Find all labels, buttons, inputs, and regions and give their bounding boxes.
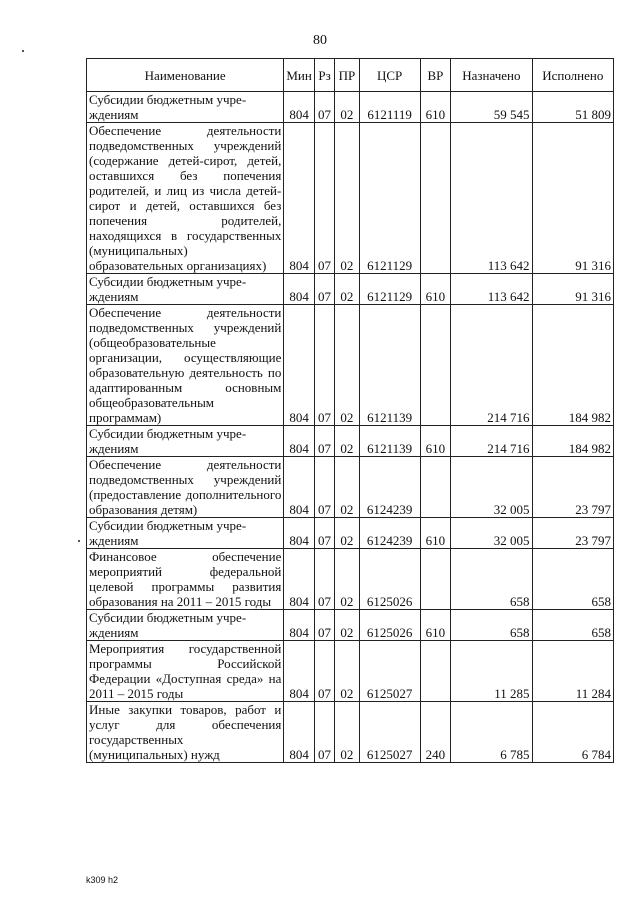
row-planned: 59 545: [451, 92, 532, 123]
row-planned: 214 716: [451, 305, 532, 426]
row-executed: 184 982: [532, 426, 613, 457]
scan-speck: [78, 540, 80, 542]
row-min: 804: [284, 610, 315, 641]
row-vr: 610: [420, 92, 451, 123]
row-pr: 02: [335, 702, 359, 763]
header-executed: Исполнено: [532, 59, 613, 92]
row-csr: 6121129: [359, 123, 420, 274]
row-csr: 6124239: [359, 518, 420, 549]
row-csr: 6125026: [359, 610, 420, 641]
row-executed: 6 784: [532, 702, 613, 763]
row-rz: 07: [314, 641, 334, 702]
row-csr: 6121139: [359, 426, 420, 457]
row-pr: 02: [335, 549, 359, 610]
row-rz: 07: [314, 457, 334, 518]
header-min: Мин: [284, 59, 315, 92]
row-executed: 91 316: [532, 123, 613, 274]
row-vr: 610: [420, 274, 451, 305]
row-pr: 02: [335, 92, 359, 123]
row-csr: 6125026: [359, 549, 420, 610]
row-name: Субсидии бюджетным учре- ждениям: [87, 426, 284, 457]
row-min: 804: [284, 549, 315, 610]
row-name: Обеспечение деятельности подведомственных учреждений (общеобразовательные организации, осуществляющие образовательную деятельность по адаптированным основным общеобразовательным программам): [87, 305, 284, 426]
header-vr: ВР: [420, 59, 451, 92]
table-row: [87, 123, 614, 274]
table-row: [87, 702, 614, 763]
row-vr: [420, 457, 451, 518]
row-executed: 658: [532, 610, 613, 641]
row-csr: 6125027: [359, 641, 420, 702]
row-planned: 214 716: [451, 426, 532, 457]
header-rz: Рз: [314, 59, 334, 92]
row-vr: 610: [420, 610, 451, 641]
row-executed: 51 809: [532, 92, 613, 123]
row-vr: [420, 549, 451, 610]
row-rz: 07: [314, 518, 334, 549]
row-pr: 02: [335, 641, 359, 702]
row-pr: 02: [335, 457, 359, 518]
row-rz: 07: [314, 426, 334, 457]
row-vr: [420, 123, 451, 274]
row-executed: 91 316: [532, 274, 613, 305]
row-min: 804: [284, 305, 315, 426]
table-row: [87, 305, 614, 426]
scan-speck: [22, 50, 24, 52]
row-rz: 07: [314, 305, 334, 426]
table-header-row: [87, 59, 614, 92]
row-name: Субсидии бюджетным учре- ждениям: [87, 610, 284, 641]
row-planned: 32 005: [451, 457, 532, 518]
row-name: Обеспечение деятельности подведомственных учреждений (содержание детей-сирот, детей, оставшихся без попечения родителей, и лиц из числа детей-сирот и детей, оставшихся без попечения родителей, находящихся в государственных (муниципальных) образовательных организациях): [87, 123, 284, 274]
row-name: Финансовое обеспечение мероприятий федеральной целевой программы развития образования на 2011 – 2015 годы: [87, 549, 284, 610]
row-executed: 23 797: [532, 457, 613, 518]
row-planned: 32 005: [451, 518, 532, 549]
row-name: Субсидии бюджетным учре- ждениям: [87, 518, 284, 549]
row-min: 804: [284, 123, 315, 274]
row-rz: 07: [314, 274, 334, 305]
header-name: Наименование: [87, 59, 284, 92]
row-vr: 240: [420, 702, 451, 763]
row-pr: 02: [335, 274, 359, 305]
page-number: 80: [313, 33, 327, 48]
row-csr: 6121139: [359, 305, 420, 426]
table-row: [87, 641, 614, 702]
row-csr: 6121119: [359, 92, 420, 123]
row-min: 804: [284, 702, 315, 763]
row-executed: 184 982: [532, 305, 613, 426]
table-row: [87, 518, 614, 549]
row-planned: 658: [451, 549, 532, 610]
header-csr: ЦСР: [359, 59, 420, 92]
row-rz: 07: [314, 702, 334, 763]
footer-code: k309 h2: [86, 875, 119, 885]
row-name: Субсидии бюджетным учре- ждениям: [87, 274, 284, 305]
row-planned: 11 285: [451, 641, 532, 702]
row-pr: 02: [335, 610, 359, 641]
row-csr: 6121129: [359, 274, 420, 305]
row-executed: 23 797: [532, 518, 613, 549]
table-row: [87, 426, 614, 457]
row-pr: 02: [335, 123, 359, 274]
row-name: Иные закупки товаров, работ и услуг для обеспечения государственных (муниципальных) нужд: [87, 702, 284, 763]
row-rz: 07: [314, 92, 334, 123]
table-row: [87, 457, 614, 518]
row-csr: 6125027: [359, 702, 420, 763]
row-planned: 113 642: [451, 123, 532, 274]
row-pr: 02: [335, 305, 359, 426]
row-vr: 610: [420, 426, 451, 457]
row-pr: 02: [335, 426, 359, 457]
budget-table: [86, 58, 614, 763]
row-executed: 11 284: [532, 641, 613, 702]
row-planned: 113 642: [451, 274, 532, 305]
row-vr: 610: [420, 518, 451, 549]
row-name: Мероприятия государственной программы Российской Федерации «Доступная среда» на 2011 – 2015 годы: [87, 641, 284, 702]
row-min: 804: [284, 92, 315, 123]
row-min: 804: [284, 518, 315, 549]
header-planned: Назначено: [451, 59, 532, 92]
row-min: 804: [284, 274, 315, 305]
row-vr: [420, 641, 451, 702]
row-rz: 07: [314, 610, 334, 641]
table-row: [87, 610, 614, 641]
row-name: Обеспечение деятельности подведомственных учреждений (предоставление дополнительного образования детям): [87, 457, 284, 518]
row-min: 804: [284, 457, 315, 518]
row-name: Субсидии бюджетным учре- ждениям: [87, 92, 284, 123]
row-pr: 02: [335, 518, 359, 549]
row-executed: 658: [532, 549, 613, 610]
header-pr: ПР: [335, 59, 359, 92]
row-rz: 07: [314, 549, 334, 610]
row-min: 804: [284, 426, 315, 457]
table-row: [87, 92, 614, 123]
table-row: [87, 549, 614, 610]
row-min: 804: [284, 641, 315, 702]
table-row: [87, 274, 614, 305]
row-planned: 6 785: [451, 702, 532, 763]
row-planned: 658: [451, 610, 532, 641]
row-vr: [420, 305, 451, 426]
row-rz: 07: [314, 123, 334, 274]
row-csr: 6124239: [359, 457, 420, 518]
